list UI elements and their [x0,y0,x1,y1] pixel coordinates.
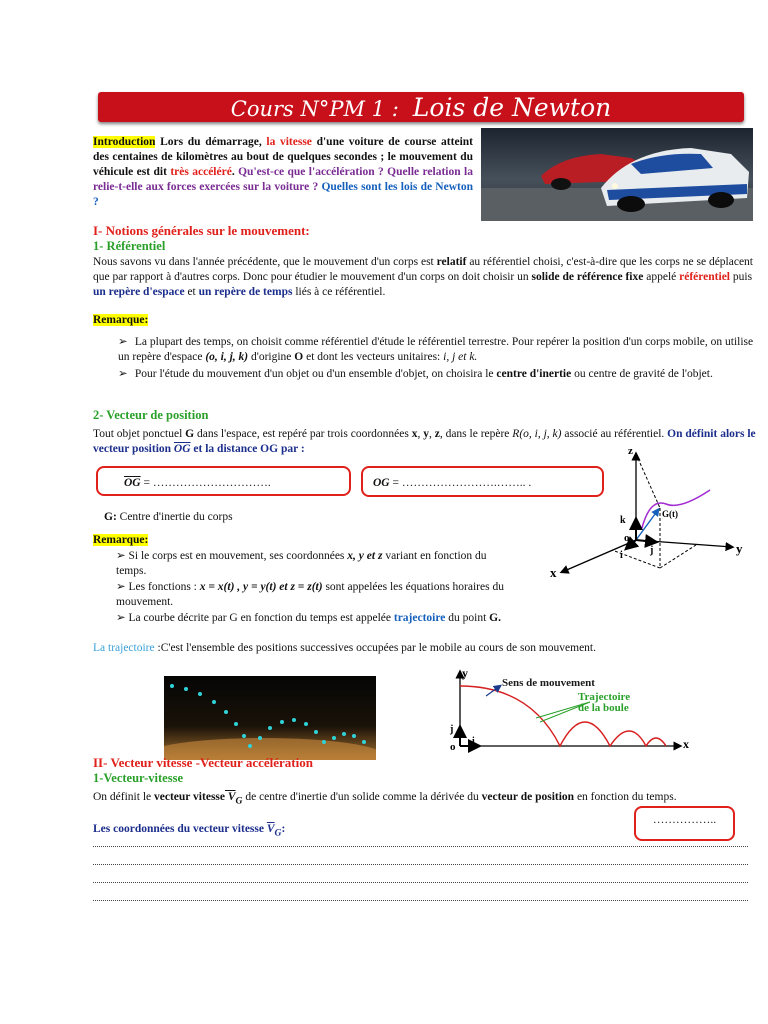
position-paragraph: Tout objet ponctuel G dans l'espace, est repéré par trois coordonnées x, y, z, dans le repère R(o, i, j, k) associé au référentiel. On définit alors le vecteur position $\overline{OG}$ et la distance OG par : [93,428,756,455]
remark-2-item-1: ➢ Si le corps est en mouvement, ses coordonnées x, y et z variant en fonction du temps. [116,550,487,577]
remark-2-item-3: ➢ La courbe décrite par G en fonction du temps est appelée trajectoire du point G. [116,612,501,624]
intro-question-1: Qu'est-ce que l'accélération ? [238,166,384,178]
arrow-bullet-icon: ➢ [116,581,126,593]
section-2-heading: II- Vecteur vitesse -Vecteur accélération [93,755,313,770]
i-label: i [620,550,623,561]
origin-label: o [624,532,630,544]
race-car-image [481,128,753,221]
j-label: j [650,545,654,556]
direction-label: Sens de mouvement [502,677,595,689]
remark-2-item-2: ➢ Les fonctions : x = x(t) , y = y(t) et z = z(t) sont appelées les équations horaires du mouvement. [116,581,504,608]
g-point-label: G(t) [662,509,678,519]
remark-item-1: ➢ La plupart des temps, on choisit comme référentiel d'étude le référentiel terrestre. Pour repérer la position d'un corps mobile, on utilise un repère d'espace (o, i, j, k) d'origine O et dont les vecteurs unitaires: i, j et k. [118,336,754,363]
bouncing-ball-photo [164,676,376,760]
answer-line-3[interactable] [93,868,748,883]
intro-question-3: Quelles sont les lois de Newton ? [93,181,473,208]
bounce-y-label: y [462,666,468,680]
trajectory-label-1: Trajectoire [578,691,631,703]
arrow-bullet-icon: ➢ [116,612,126,624]
arrow-bullet-icon: ➢ [118,336,128,348]
course-number: Cours N°PM 1 : [230,96,399,121]
remark-2-label: Remarque: [93,534,149,546]
og-distance-answer-box[interactable]: OG = …………………….…….. . [361,466,604,497]
og-vector-answer-box[interactable]: $\overline{OG}$ = …………………………. [96,466,351,496]
subsection-velocity: 1-Vecteur-vitesse [93,771,184,785]
referentiel-paragraph: Nous savons vu dans l'année précédente, que le mouvement d'un corps est relatif au référentiel choisi, c'est-à-dire que les corps ne se déplacent que par rapport à d'autres corps. Donc pour étudier le mouvement d'un corps on doit choisir un solide de référence fixe appelé référentiel puis un repère d'espace et un repère de temps liés à ce référentiel. [93,256,753,298]
answer-line-4[interactable] [93,886,748,901]
bounce-origin-label: o [450,741,456,753]
trajectory-definition: La trajectoire :C'est l'ensemble des positions successives occupées par le mobile au cours de son mouvement. [93,642,596,654]
title-banner [98,92,744,122]
subsection-referentiel: 1- Référentiel [93,239,166,253]
bounce-i-label: i [472,736,475,747]
arrow-bullet-icon: ➢ [118,368,128,380]
velocity-answer-box[interactable]: …………….. [634,806,735,841]
bounce-curve [460,686,666,746]
z-label: z [628,445,633,457]
intro-tag: Introduction [93,136,156,148]
page-title: Lois de Newton [412,92,612,122]
bounce-j-label: j [450,724,454,735]
intro-question-2: Quelle relation la relie-t-elle aux forces exercées sur la voiture ? [93,166,474,193]
velocity-definition: On définit le vecteur vitesse $V_G$ de centre d'inertie d'un solide comme la dérivée du vecteur de position en fonction du temps. [93,791,677,807]
section-1-heading: I- Notions générales sur le mouvement: [93,223,310,238]
k-label: k [620,515,626,526]
bounce-x-label: x [683,737,689,751]
answer-line-1[interactable] [93,832,748,847]
intro-paragraph: Introduction Lors du démarrage, la vitesse d'une voiture de course atteint des centaines de kilomètres au bout de quelques secondes ; le mouvement du véhicule est dit très accéléré. Qu'est-ce que l'accélération ? Quelle relation la relie-t-elle aux forces exercées sur la voiture ? Quelles sont les lois de Newton ? [93,136,474,208]
x-label: x [550,565,557,580]
subsection-position: 2- Vecteur de position [93,408,209,422]
trajectory-label-2: de la boule [578,702,629,714]
3d-axes-diagram [540,440,755,590]
bounce-trajectory-diagram [440,666,700,758]
g-definition: G: Centre d'inertie du corps [104,511,233,523]
y-label: y [736,541,743,556]
answer-line-2[interactable] [93,850,748,865]
remark-item-2: ➢ Pour l'étude du mouvement d'un objet ou d'un ensemble d'objet, on choisira le centre d'inertie ou centre de gravité de l'objet. [118,368,713,380]
arrow-bullet-icon: ➢ [116,550,126,562]
velocity-coordinates-label: Les coordonnées du vecteur vitesse $\overline{V}_G$: [93,823,286,839]
remark-label: Remarque: [93,314,149,326]
x-axis [562,540,636,572]
